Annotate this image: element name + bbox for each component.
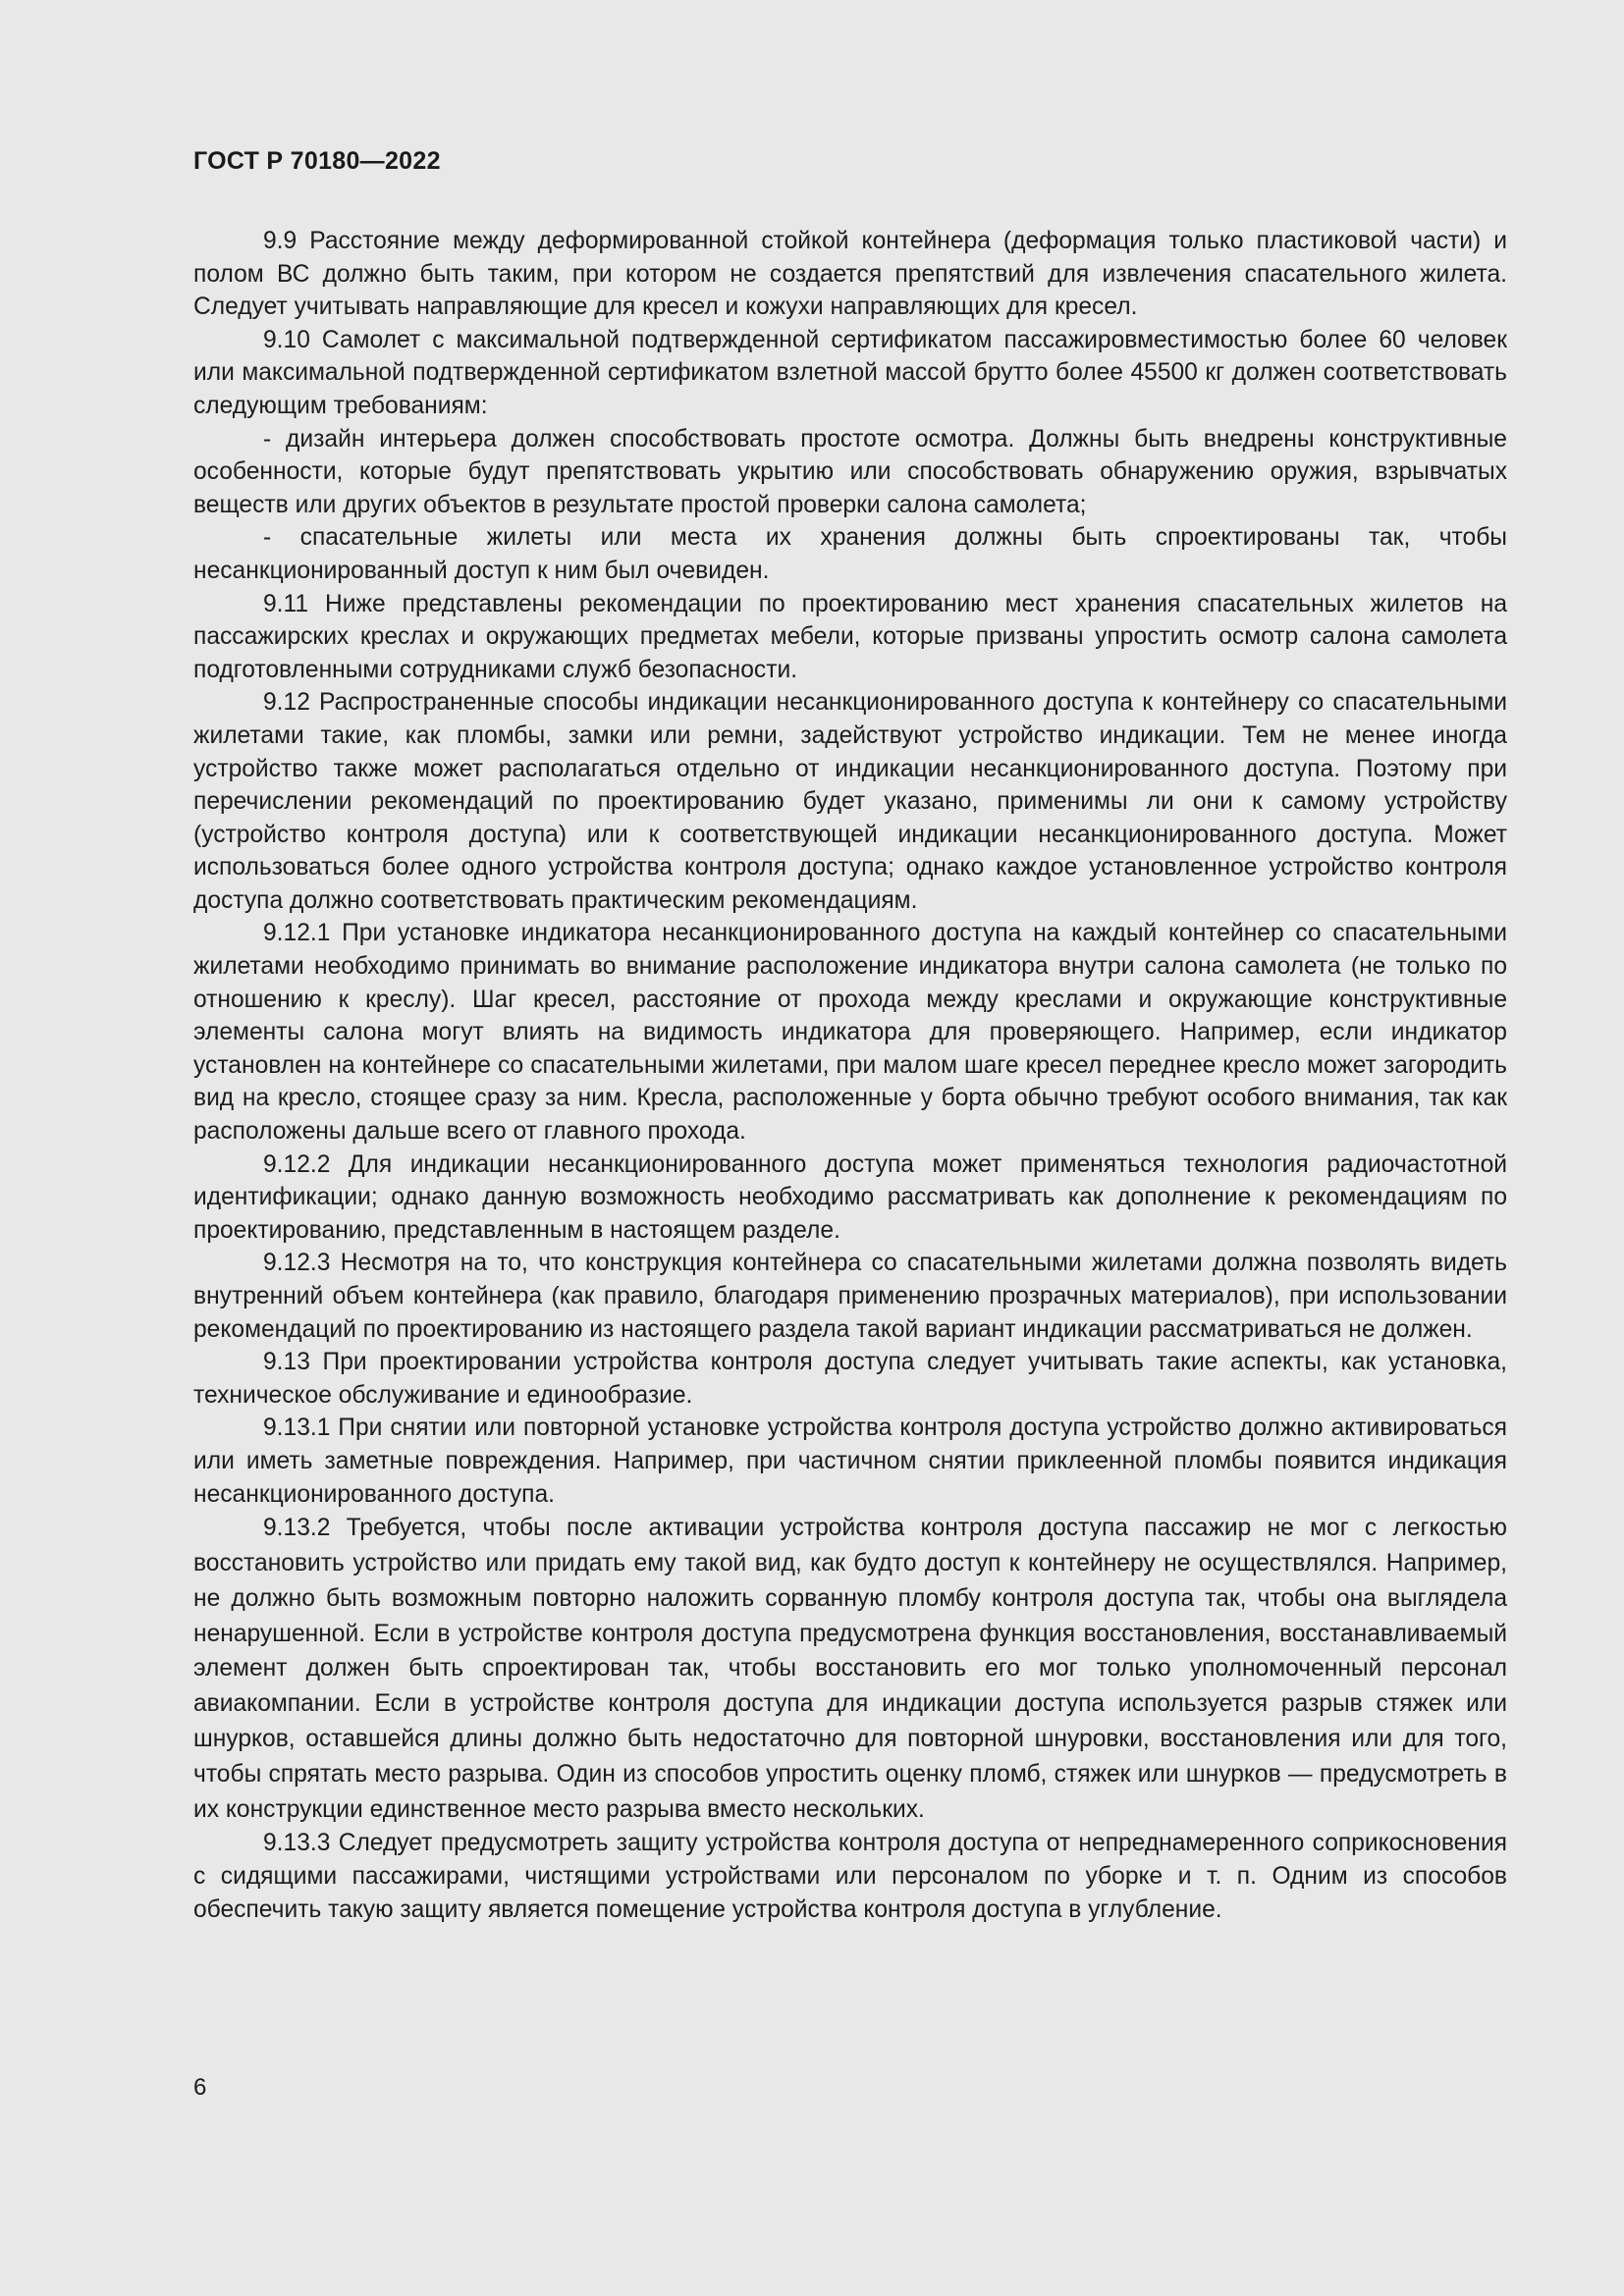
- list-item-interior-design: - дизайн интерьера должен способствовать простоте осмотра. Должны быть внедрены конструктивные особенности, которые будут препятствовать укрытию или способствовать обнаружению оружия, взрывчатых веществ или других объектов в результате простой проверки салона самолета;: [193, 425, 1507, 518]
- paragraph-9-12: 9.12 Распространенные способы индикации несанкционированного доступа к контейнеру со спасательными жилетами такие, как пломбы, замки или ремни, задействуют устройство индикации. Тем не менее иногда устройство также может располагаться отдельно от индикации несанкционированного доступа. Поэтому при перечислении рекомендаций по проектированию будет указано, применимы ли они к самому устройству (устройство контроля доступа) или к соответствующей индикации несанкционированного доступа. Может использоваться более одного устройства контроля доступа; однако каждое установленное устройство контроля доступа должно соответствовать практическим рекомендациям.: [193, 689, 1507, 914]
- paragraph-9-12-1: 9.12.1 При установке индикатора несанкционированного доступа на каждый контейнер со спасательными жилетами необходимо принимать во внимание расположение индикатора внутри салона самолета (не только по отношению к креслу). Шаг кресел, расстояние от прохода между креслами и окружающие конструктивные элементы салона могут влиять на видимость индикатора для проверяющего. Например, если индикатор установлен на контейнере со спасательными жилетами, при малом шаге кресел переднее кресло может загородить вид на кресло, стоящее сразу за ним. Кресла, расположенные у борта обычно требуют особого внимания, так как расположены дальше всего от главного прохода.: [193, 920, 1507, 1146]
- paragraph-9-13-2: 9.13.2 Требуется, чтобы после активации устройства контроля доступа пассажир не мог с легкостью восстановить устройство или придать ему такой вид, как будто доступ к контейнеру не осуществлялся. Например, не должно быть возможным повторно наложить сорванную пломбу контроля доступа так, чтобы она выглядела ненарушенной. Если в устройстве контроля доступа предусмотрена функция восстановления, восстанавливаемый элемент должен быть спроектирован так, чтобы восстановить его мог только уполномоченный персонал авиакомпании. Если в устройстве контроля доступа для индикации доступа используется разрыв стяжек или шнурков, оставшейся длины должно быть недостаточно для повторной шнуровки, восстановления или для того, чтобы спрятать место разрыва. Один из способов упростить оценку пломб, стяжек или шнурков — предусмотреть в их конструкции единственное место разрыва вместо нескольких.: [193, 1515, 1507, 1823]
- paragraph-9-10: 9.10 Самолет с максимальной подтвержденной сертификатом пассажировместимостью более 60 человек или максимальной подтвержденной сертификатом взлетной массой брутто более 45500 кг должен соответствовать следующим требованиям:: [193, 326, 1507, 419]
- list-item-life-vests: - спасательные жилеты или места их хранения должны быть спроектированы так, чтобы несанкционированный доступ к ним был очевиден.: [193, 524, 1507, 584]
- paragraph-9-12-3: 9.12.3 Несмотря на то, что конструкция контейнера со спасательными жилетами должна позволять видеть внутренний объем контейнера (как правило, благодаря применению прозрачных материалов), при использовании рекомендаций по проектированию из настоящего раздела такой вариант индикации рассматриваться не должен.: [193, 1250, 1507, 1343]
- paragraph-9-9: 9.9 Расстояние между деформированной стойкой контейнера (деформация только пластиковой части) и полом ВС должно быть таким, при котором не создается препятствий для извлечения спасательного жилета. Следует учитывать направляющие для кресел и кожухи направляющих для кресел.: [193, 228, 1507, 321]
- paragraph-9-11: 9.11 Ниже представлены рекомендации по проектированию мест хранения спасательных жилетов на пассажирских креслах и окружающих предметах мебели, которые призваны упростить осмотр салона самолета подготовленными сотрудниками служб безопасности.: [193, 590, 1507, 683]
- page-number: 6: [193, 2074, 207, 2101]
- document-body: [193, 225, 1507, 1926]
- paragraph-9-13: 9.13 При проектировании устройства контроля доступа следует учитывать такие аспекты, как установка, техническое обслуживание и единообразие.: [193, 1349, 1507, 1409]
- paragraph-9-13-1: 9.13.1 При снятии или повторной установке устройства контроля доступа устройство должно активироваться или иметь заметные повреждения. Например, при частичном снятии приклеенной пломбы появится индикация несанкционированного доступа.: [193, 1415, 1507, 1508]
- paragraph-9-13-3: 9.13.3 Следует предусмотреть защиту устройства контроля доступа от непреднамеренного соприкосновения с сидящими пассажирами, чистящими устройствами или персоналом по уборке и т. п. Одним из способов обеспечить такую защиту является помещение устройства контроля доступа в углубление.: [193, 1830, 1507, 1923]
- paragraph-9-12-2: 9.12.2 Для индикации несанкционированного доступа может применяться технология радиочастотной идентификации; однако данную возможность необходимо рассматривать как дополнение к рекомендациям по проектированию, представленным в настоящем разделе.: [193, 1150, 1507, 1244]
- standard-header: ГОСТ Р 70180—2022: [193, 147, 441, 175]
